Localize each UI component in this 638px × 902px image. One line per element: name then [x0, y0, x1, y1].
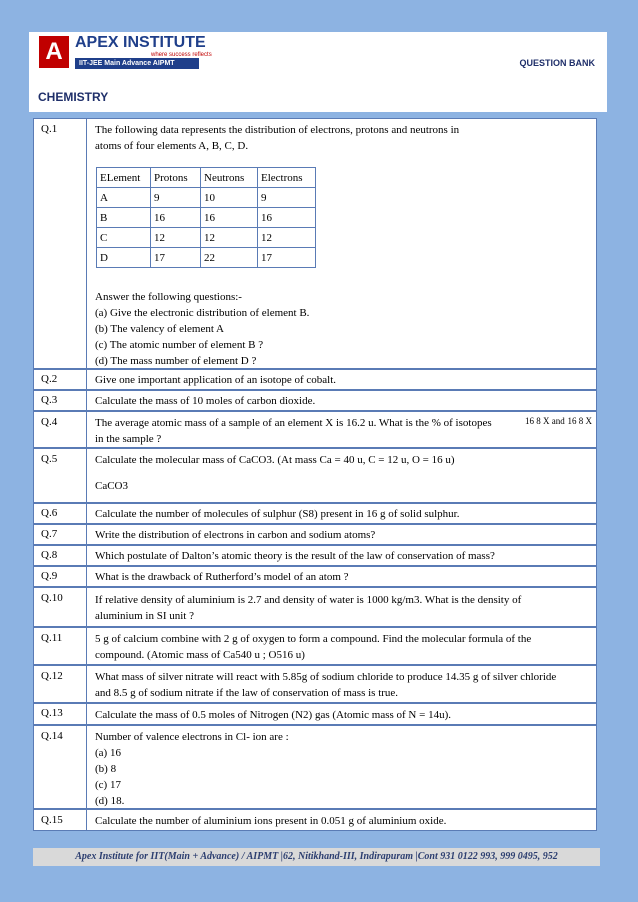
question-text: Calculate the mass of 0.5 moles of Nitrogen (N2) gas (Atomic mass of N = 14u).	[95, 709, 451, 721]
section-label: QUESTION BANK	[519, 58, 595, 68]
option-d: (d) 18.	[95, 795, 125, 807]
table-header-row	[97, 168, 316, 188]
question-line-2: CaCO3	[95, 480, 128, 492]
question-line-2: atoms of four elements A, B, C, D.	[95, 140, 249, 152]
question-number: Q.8	[41, 549, 58, 561]
question-number: Q.10	[41, 592, 63, 604]
table-header-cell: Protons	[151, 168, 201, 188]
question-row-1	[33, 118, 597, 369]
column-divider	[86, 391, 87, 410]
question-row-7	[33, 524, 597, 545]
question-text	[95, 122, 591, 154]
question-number: Q.2	[41, 373, 58, 385]
column-divider	[86, 628, 87, 664]
page-footer: Apex Institute for IIT(Main + Advance) / AIPMT |62, Nitikhand-III, Indirapuram |Cont 931 0122 993, 999 0495, 952	[33, 848, 600, 866]
question-number: Q.1	[41, 123, 58, 135]
column-divider	[86, 449, 87, 502]
question-subparts	[95, 289, 591, 369]
column-divider	[86, 726, 87, 808]
question-text: Calculate the number of molecules of sulphur (S8) present in 16 g of solid sulphur.	[95, 508, 460, 520]
question-number: Q.12	[41, 670, 63, 682]
table-row	[97, 248, 316, 268]
question-text	[95, 631, 591, 663]
table-header-cell: Electrons	[258, 168, 316, 188]
option-c: (c) 17	[95, 779, 121, 791]
column-divider	[86, 525, 87, 544]
table-cell: 10	[201, 188, 258, 208]
question-number: Q.14	[41, 730, 63, 742]
question-row-15	[33, 809, 597, 831]
question-number: Q.15	[41, 814, 63, 826]
question-text: Give one important application of an isotope of cobalt.	[95, 374, 337, 386]
table-cell: 12	[201, 228, 258, 248]
logo-letter: A	[39, 36, 69, 68]
table-header-cell: ELement	[97, 168, 151, 188]
logo-name: APEX INSTITUTE	[75, 34, 206, 51]
question-line-1: The following data represents the distribution of electrons, protons and neutrons in	[95, 124, 460, 136]
column-divider	[86, 119, 87, 368]
question-line-2: aluminium in SI unit ?	[95, 610, 194, 622]
question-text	[95, 729, 591, 809]
apex-logo	[39, 34, 212, 74]
question-line-1: What mass of silver nitrate will react with 5.85g of sodium chloride to produce 14.35 g of silver chloride	[95, 671, 557, 683]
question-text: What is the drawback of Rutherford’s model of an atom ?	[95, 571, 349, 583]
table-cell: 17	[258, 248, 316, 268]
question-text: Write the distribution of electrons in carbon and sodium atoms?	[95, 529, 376, 541]
question-row-4	[33, 411, 597, 448]
column-divider	[86, 810, 87, 830]
table-cell: 12	[151, 228, 201, 248]
question-part: (c) The atomic number of element B ?	[95, 339, 264, 351]
isotope-notation	[525, 415, 592, 427]
table-cell: 22	[201, 248, 258, 268]
isotope-1: 16 8 X and	[525, 416, 565, 426]
table-cell: 16	[258, 208, 316, 228]
answer-intro: Answer the following questions:-	[95, 291, 242, 303]
table-cell: 9	[258, 188, 316, 208]
column-divider	[86, 546, 87, 565]
question-number: Q.7	[41, 528, 58, 540]
question-number: Q.9	[41, 570, 58, 582]
question-text: Calculate the number of aluminium ions present in 0.051 g of aluminium oxide.	[95, 815, 447, 827]
element-data-table	[96, 167, 316, 268]
question-row-12	[33, 665, 597, 703]
table-cell: B	[97, 208, 151, 228]
question-line-2: compound. (Atomic mass of Ca540 u ; O516 u)	[95, 649, 305, 661]
question-row-11	[33, 627, 597, 665]
question-part: (a) Give the electronic distribution of element B.	[95, 307, 310, 319]
table-row	[97, 188, 316, 208]
page-header	[29, 32, 607, 84]
question-line-1: 5 g of calcium combine with 2 g of oxygen to form a compound. Find the molecular formula of the	[95, 633, 532, 645]
column-divider	[86, 567, 87, 586]
question-row-10	[33, 587, 597, 627]
question-row-6	[33, 503, 597, 524]
option-a: (a) 16	[95, 747, 121, 759]
option-b: (b) 8	[95, 763, 117, 775]
question-row-14	[33, 725, 597, 809]
question-part: (b) The valency of element A	[95, 323, 224, 335]
question-row-3	[33, 390, 597, 411]
column-divider	[86, 704, 87, 724]
question-text: Which postulate of Dalton’s atomic theory is the result of the law of conservation of mass?	[95, 550, 495, 562]
column-divider	[86, 412, 87, 447]
question-line-2: and 8.5 g of sodium nitrate if the law of conservation of mass is true.	[95, 687, 399, 699]
table-cell: C	[97, 228, 151, 248]
table-cell: 9	[151, 188, 201, 208]
question-text	[95, 669, 591, 701]
question-line-1: The average atomic mass of a sample of an element X is 16.2 u. What is the % of isotopes	[95, 417, 492, 429]
question-row-13	[33, 703, 597, 725]
column-divider	[86, 588, 87, 626]
question-number: Q.11	[41, 632, 63, 644]
question-line-2: in the sample ?	[95, 433, 162, 445]
table-cell: 16	[201, 208, 258, 228]
question-row-5	[33, 448, 597, 503]
question-text: Calculate the mass of 10 moles of carbon dioxide.	[95, 395, 316, 407]
question-text	[95, 592, 591, 624]
question-number: Q.5	[41, 453, 58, 465]
table-row	[97, 228, 316, 248]
table-cell: A	[97, 188, 151, 208]
question-text	[95, 452, 591, 494]
question-number: Q.3	[41, 394, 58, 406]
logo-tagline: where success reflects	[151, 52, 212, 58]
column-divider	[86, 370, 87, 389]
question-number: Q.6	[41, 507, 58, 519]
question-row-8	[33, 545, 597, 566]
column-divider	[86, 666, 87, 702]
question-number: Q.13	[41, 707, 63, 719]
question-line-1: If relative density of aluminium is 2.7 and density of water is 1000 kg/m3. What is the density of	[95, 594, 522, 606]
question-row-9	[33, 566, 597, 587]
table-header-cell: Neutrons	[201, 168, 258, 188]
table-cell: 17	[151, 248, 201, 268]
subject-bar	[29, 84, 607, 112]
question-line-1: Number of valence electrons in Cl- ion are :	[95, 731, 289, 743]
question-text	[95, 415, 525, 447]
table-row	[97, 208, 316, 228]
table-cell: 12	[258, 228, 316, 248]
logo-bar: IIT-JEE Main Advance AIPMT	[75, 58, 199, 69]
question-part: (d) The mass number of element D ?	[95, 355, 257, 367]
column-divider	[86, 504, 87, 523]
question-line-1: Calculate the molecular mass of CaCO3. (At mass Ca = 40 u, C = 12 u, O = 16 u)	[95, 454, 455, 466]
subject-title: CHEMISTRY	[38, 90, 109, 104]
table-cell: D	[97, 248, 151, 268]
question-number: Q.4	[41, 416, 58, 428]
isotope-2: 16 8 X	[567, 416, 592, 426]
table-cell: 16	[151, 208, 201, 228]
question-row-2	[33, 369, 597, 390]
